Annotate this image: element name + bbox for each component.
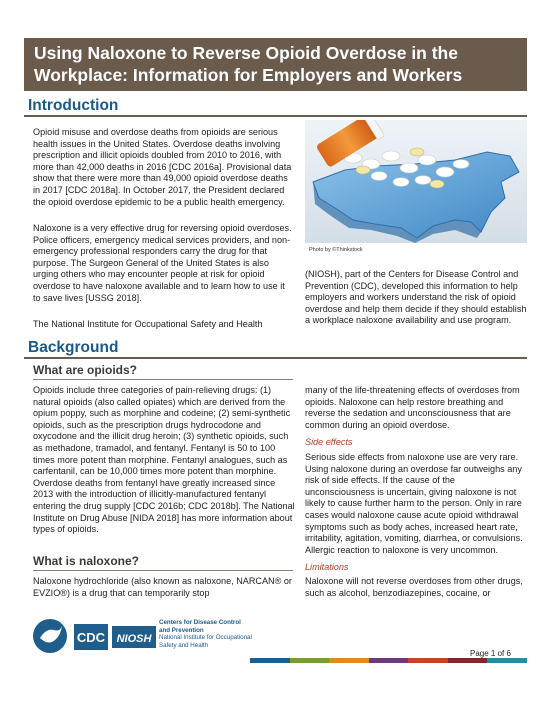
footer-color-stripes (250, 658, 527, 663)
org-line-4: Safety and Health (159, 641, 209, 649)
opioid-pills-usa-map-photo (305, 120, 527, 243)
org-line-1: Centers for Disease Control (159, 619, 241, 626)
org-line-2: and Prevention (159, 626, 204, 634)
what-are-opioids-heading: What are opioids? (33, 363, 138, 377)
background-heading: Background (28, 339, 119, 356)
limitations-paragraph: Naloxone will not reverse overdoses from other drugs, such as alcohol, benzodiazepines, cocaine, or (305, 576, 523, 598)
color-stripe (290, 658, 330, 663)
side-effects-paragraph: Serious side effects from naloxone use are very rare. Using naloxone during an overdose far outweighs any risk of side effects. If the cause of the unconsciousness is uncertain, giving naloxone is not likely to cause further harm to the person. Only in rare cases would naloxone cause acute opioid withdrawal symptoms such as body aches, increased heart rate, irritability, agitation, vomiting, diarrhea, or convulsions. Allergic reaction to naloxone is very uncommon. (305, 452, 523, 555)
subheading-divider (33, 379, 293, 380)
photo-credit: Photo by ©Thinkstock (309, 247, 363, 253)
side-effects-heading: Side effects (305, 437, 353, 447)
introduction-section-header (24, 97, 527, 117)
niosh-logo-text: NIOSH (116, 633, 152, 645)
color-stripe (408, 658, 448, 663)
footer-organization-names (159, 619, 252, 649)
color-stripe (448, 658, 488, 663)
intro-paragraph-2: Naloxone is a very effective drug for reversing opioid overdoses. Police officers, emergency medical services providers, and non-emergency professional responders carry the drug for that purpose. The Surgeon General of the United States is also urging others who may encounter people at risk for opioid overdose to have naloxone available and to learn how to use it to save lives [USSG 2018]. (33, 223, 292, 303)
limitations-heading: Limitations (305, 562, 349, 572)
color-stripe (329, 658, 369, 663)
photo-illustration (305, 120, 527, 243)
naloxone-effects-paragraph: many of the life-threatening effects of overdoses from opioids. Naloxone can help restore breathing and reverse the sedation and unconsciousness that are common during an opioid overdose. (305, 385, 520, 430)
title-banner (24, 38, 527, 91)
naloxone-paragraph: Naloxone hydrochloride (also known as naloxone, NARCAN® or EVZIO®) is a drug that can temporarily stop (33, 576, 292, 598)
intro-paragraph-3-end: (NIOSH), part of the Centers for Disease Control and Prevention (CDC), developed this information to help employers and workers understand the risk of opioid overdose and help them decide if they should establish a workplace naloxone availability and use program. (305, 269, 527, 326)
page-number: Page 1 of 6 (470, 649, 511, 658)
opioids-paragraph: Opioids include three categories of pain-relieving drugs: (1) natural opioids (also called opiates) which are derived from the opium poppy, such as morphine and codeine; (2) semi-synthetic opioids, such as the prescription drugs hydrocodone and oxycodone and the illicit drug heroin; (3) synthetic opioids, such as methadone, tramadol, and fentanyl. Fentanyl is 50 to 100 times more potent than morphine. Fentanyl analogues, such as carfentanil, can be 10,000 times more potent than morphine. Overdose deaths from fentanyl have greatly increased since 2013 with the introduction of illicitly-manufactured fentanyl entering the drug supply [CDC 2016b; CDC 2018b]. The National Institute on Drug Abuse [NIDA 2018] has more information about types of opioids. (33, 385, 295, 535)
page-title: Using Naloxone to Reverse Opioid Overdose in the Workplace: Information for Employers and Workers (34, 43, 463, 85)
color-stripe (487, 658, 527, 663)
color-stripe (250, 658, 290, 663)
intro-paragraph-3-start: The National Institute for Occupational Safety and Health (33, 319, 263, 329)
intro-paragraph-1: Opioid misuse and overdose deaths from opioids are serious health issues in the United States. Overdose deaths involving prescription and illicit opioids doubled from 2010 to 2016, with more than 42,000 deaths in 2016 [CDC 2016a]. Provisional data show that there were more than 49,000 opioid overdose deaths in 2017 [CDC 2018a]. In October 2017, the President declared the opioid overdose epidemic to be a public health emergency. (33, 127, 292, 207)
subheading-divider (33, 570, 293, 571)
what-is-naloxone-heading: What is naloxone? (33, 554, 140, 568)
introduction-heading: Introduction (28, 97, 119, 114)
color-stripe (369, 658, 409, 663)
background-section-header (24, 339, 527, 359)
hhs-cdc-niosh-logos (32, 616, 162, 662)
org-line-3: National Institute for Occupational (159, 634, 252, 641)
cdc-logo-text: CDC (76, 630, 106, 645)
